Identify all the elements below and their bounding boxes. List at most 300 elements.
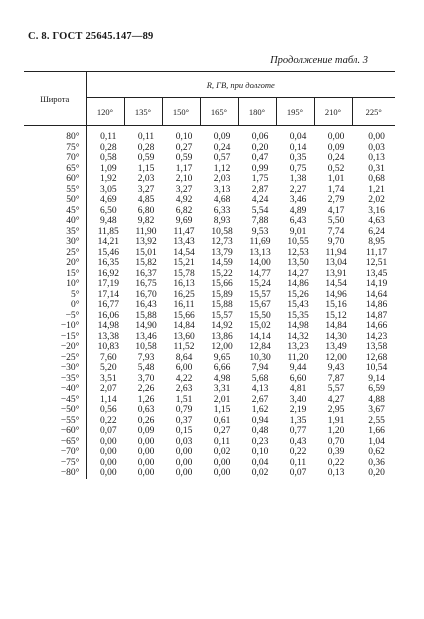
value-cell: 0,37 — [175, 415, 193, 426]
value-cell: 15,01 — [135, 247, 157, 258]
value-cell: 17,14 — [97, 289, 119, 300]
value-cell: 0,63 — [137, 405, 155, 415]
value-cell: 2,26 — [137, 384, 155, 394]
value-cell: 5,54 — [251, 205, 269, 216]
value-cell: 3,13 — [213, 184, 231, 195]
value-cell: 14,86 — [287, 279, 309, 289]
table-row — [24, 248, 395, 259]
value-cell: 3,67 — [368, 405, 385, 415]
value-cell: 7,60 — [99, 352, 117, 363]
value-cell: 10,54 — [365, 363, 388, 373]
value-cell: 1,01 — [327, 174, 345, 184]
table-row — [24, 164, 395, 175]
longitude-header: 210° — [314, 98, 352, 126]
value-cell: 14,77 — [249, 268, 271, 279]
table-row — [24, 216, 395, 227]
latitude-cell: −80° — [24, 468, 86, 479]
value-cell: 0,00 — [99, 468, 117, 478]
value-cell: 9,48 — [99, 216, 117, 226]
latitude-cell: −10° — [24, 321, 86, 332]
value-cell: 13,91 — [325, 268, 347, 279]
value-cell: 15,46 — [97, 247, 119, 258]
value-cell: 0,09 — [327, 142, 345, 153]
value-cell: 0,04 — [251, 457, 269, 468]
value-cell: 0,70 — [327, 436, 345, 447]
latitude-cell: −60° — [24, 426, 86, 437]
latitude-cell: 70° — [24, 153, 86, 164]
table-row — [24, 279, 395, 290]
table-row — [24, 437, 395, 448]
value-cell: 15,50 — [249, 310, 271, 321]
latitude-cell: 80° — [24, 126, 86, 143]
value-cell: 14,54 — [325, 279, 347, 289]
value-cell: 0,22 — [327, 457, 345, 468]
value-cell: 0,31 — [368, 163, 385, 174]
value-cell: 0,00 — [327, 132, 345, 142]
value-cell: 12,84 — [249, 342, 271, 352]
longitude-header: 180° — [238, 98, 276, 126]
value-cell: 0,23 — [251, 436, 269, 447]
value-cell: 16,11 — [173, 300, 195, 310]
value-cell: 0,39 — [327, 447, 345, 457]
value-cell: 0,00 — [368, 132, 385, 142]
value-cell: 0,59 — [137, 153, 155, 163]
table-row — [24, 468, 395, 479]
value-cell: 2,19 — [289, 405, 307, 415]
value-cell: 1,62 — [251, 405, 269, 415]
table-row — [24, 153, 395, 164]
value-cell: 0,20 — [251, 142, 269, 153]
value-cell: 14,59 — [211, 258, 233, 268]
longitude-header: 120° — [86, 98, 124, 126]
value-cell: 0,77 — [289, 426, 307, 436]
latitude-cell: 15° — [24, 269, 86, 280]
value-cell: 0,94 — [251, 415, 269, 426]
value-cell: 0,22 — [289, 447, 307, 457]
value-cell: 0,00 — [99, 447, 117, 457]
data-table — [24, 71, 395, 479]
value-cell: 14,30 — [325, 331, 347, 342]
value-cell: 0,00 — [175, 447, 193, 457]
value-cell: 2,87 — [251, 184, 269, 195]
value-cell: 13,43 — [173, 237, 195, 247]
value-cell: 10,55 — [287, 237, 309, 247]
value-cell: 7,93 — [137, 352, 155, 363]
value-cell: 0,52 — [327, 163, 345, 174]
value-cell: 13,49 — [325, 342, 347, 352]
value-cell: 14,84 — [173, 321, 195, 331]
table-row — [24, 174, 395, 185]
value-cell: 14,86 — [365, 300, 388, 310]
table-row — [24, 447, 395, 458]
value-cell: 10,30 — [249, 352, 271, 363]
latitude-cell: 55° — [24, 185, 86, 196]
value-cell: 15,21 — [173, 258, 195, 268]
table-body — [24, 126, 395, 479]
value-cell: 4,92 — [175, 195, 193, 205]
value-cell: 9,44 — [289, 363, 307, 373]
value-cell: 9,53 — [251, 226, 269, 237]
value-cell: 2,95 — [327, 405, 345, 415]
value-cell: 11,47 — [173, 226, 195, 237]
value-cell: 1,17 — [175, 163, 193, 174]
value-cell: 3,70 — [137, 373, 155, 384]
latitude-cell: 50° — [24, 195, 86, 206]
value-cell: 16,37 — [135, 268, 157, 279]
value-cell: 13,45 — [365, 268, 388, 279]
value-cell: 13,92 — [135, 237, 157, 247]
value-cell: 6,50 — [99, 205, 117, 216]
value-cell: 15,24 — [249, 279, 271, 289]
value-cell: 6,59 — [368, 384, 385, 394]
table-row — [24, 458, 395, 469]
value-cell: 1,75 — [251, 174, 269, 184]
value-cell: 11,17 — [365, 247, 388, 258]
value-cell: 3,05 — [99, 184, 117, 195]
value-cell: 17,19 — [97, 279, 119, 289]
table-row — [24, 363, 395, 374]
value-cell: 0,00 — [175, 457, 193, 468]
value-cell: 0,00 — [137, 436, 155, 447]
table-row — [24, 426, 395, 437]
value-cell: 0,11 — [289, 457, 307, 468]
table-row — [24, 185, 395, 196]
value-cell: 9,82 — [137, 216, 155, 226]
value-cell: 12,68 — [365, 352, 388, 363]
value-cell: 2,07 — [99, 384, 117, 394]
value-cell: 9,43 — [327, 363, 345, 373]
value-cell: 1,91 — [327, 415, 345, 426]
value-cell: 16,35 — [97, 258, 119, 268]
latitude-cell: −45° — [24, 395, 86, 406]
value-cell: 13,60 — [173, 331, 195, 342]
value-cell: 14,87 — [365, 310, 388, 321]
rigidity-group-header: R, ГВ, при долготе — [86, 72, 395, 98]
table-row — [24, 195, 395, 206]
table-row — [24, 206, 395, 217]
value-cell: 0,26 — [137, 415, 155, 426]
value-cell: 7,94 — [251, 363, 269, 373]
table-row — [24, 269, 395, 280]
value-cell: 14,54 — [173, 247, 195, 258]
latitude-header: Широта — [24, 72, 86, 126]
table-continuation-label: Продолжение табл. 3 — [270, 55, 368, 66]
value-cell: 0,43 — [289, 436, 307, 447]
value-cell: 0,58 — [99, 153, 117, 163]
value-cell: 2,67 — [251, 394, 269, 405]
value-cell: 8,95 — [368, 237, 385, 247]
value-cell: 3,51 — [99, 373, 117, 384]
table-row — [24, 353, 395, 364]
value-cell: 16,75 — [135, 279, 157, 289]
value-cell: 13,13 — [249, 247, 271, 258]
value-cell: 14,32 — [287, 331, 309, 342]
value-cell: 4,27 — [327, 394, 345, 405]
value-cell: 15,57 — [211, 310, 233, 321]
value-cell: 15,02 — [249, 321, 271, 331]
value-cell: 8,64 — [175, 352, 193, 363]
value-cell: 16,77 — [97, 300, 119, 310]
value-cell: 0,36 — [368, 457, 385, 468]
value-cell: 0,68 — [368, 174, 385, 184]
value-cell: 6,00 — [175, 363, 193, 373]
value-cell: 14,64 — [365, 289, 388, 300]
value-cell: 13,46 — [135, 331, 157, 342]
latitude-cell: 60° — [24, 174, 86, 185]
value-cell: 0,24 — [213, 142, 231, 153]
latitude-cell: −65° — [24, 437, 86, 448]
value-cell: 13,79 — [211, 247, 233, 258]
value-cell: 0,35 — [289, 153, 307, 163]
value-cell: 0,11 — [100, 132, 117, 142]
value-cell: 0,00 — [137, 457, 155, 468]
value-cell: 0,09 — [213, 132, 231, 142]
latitude-cell: −35° — [24, 374, 86, 385]
value-cell: 15,67 — [249, 300, 271, 310]
value-cell: 9,70 — [327, 237, 345, 247]
value-cell: 0,13 — [368, 153, 385, 163]
value-cell: 0,28 — [99, 142, 117, 153]
table-row — [24, 258, 395, 269]
value-cell: 2,03 — [137, 174, 155, 184]
value-cell: 4,68 — [213, 195, 231, 205]
latitude-cell: 10° — [24, 279, 86, 290]
value-cell: 0,27 — [213, 426, 231, 436]
value-cell: 11,94 — [325, 247, 347, 258]
value-cell: 15,43 — [287, 300, 309, 310]
value-cell: 0,59 — [175, 153, 193, 163]
value-cell: 0,11 — [137, 132, 155, 142]
table-row — [24, 227, 395, 238]
value-cell: 0,27 — [175, 142, 193, 153]
value-cell: 14,90 — [135, 321, 157, 331]
value-cell: 0,56 — [99, 405, 117, 415]
value-cell: 0,13 — [327, 468, 345, 478]
latitude-cell: 35° — [24, 227, 86, 238]
value-cell: 16,25 — [173, 289, 195, 300]
value-cell: 0,00 — [99, 457, 117, 468]
latitude-cell: 75° — [24, 143, 86, 154]
value-cell: 13,04 — [325, 258, 347, 268]
value-cell: 0,14 — [289, 142, 307, 153]
latitude-cell: −20° — [24, 342, 86, 353]
page-reference: С. 8. ГОСТ 25645.147—89 — [28, 31, 154, 42]
value-cell: 0,00 — [137, 468, 155, 478]
value-cell: 4,13 — [251, 384, 269, 394]
value-cell: 0,15 — [175, 426, 193, 436]
value-cell: 1,74 — [327, 184, 345, 195]
value-cell: 11,90 — [135, 226, 157, 237]
value-cell: 6,33 — [213, 205, 231, 216]
value-cell: 7,88 — [251, 216, 269, 226]
value-cell: 15,57 — [249, 289, 271, 300]
value-cell: 4,89 — [289, 205, 307, 216]
value-cell: 1,04 — [368, 436, 385, 447]
table-row — [24, 311, 395, 322]
value-cell: 2,01 — [213, 394, 231, 405]
latitude-cell: 30° — [24, 237, 86, 248]
latitude-cell: 25° — [24, 248, 86, 259]
latitude-cell: −25° — [24, 353, 86, 364]
value-cell: 6,24 — [368, 226, 385, 237]
latitude-cell: −55° — [24, 416, 86, 427]
value-cell: 9,65 — [213, 352, 231, 363]
value-cell: 9,14 — [368, 373, 385, 384]
value-cell: 16,06 — [97, 310, 119, 321]
value-cell: 15,66 — [211, 279, 233, 289]
value-cell: 11,52 — [173, 342, 195, 352]
value-cell: 14,00 — [249, 258, 271, 268]
value-cell: 0,00 — [213, 468, 231, 478]
latitude-cell: −75° — [24, 458, 86, 469]
value-cell: 7,87 — [327, 373, 345, 384]
value-cell: 0,10 — [251, 447, 269, 457]
value-cell: 11,20 — [287, 352, 309, 363]
value-cell: 0,99 — [251, 163, 269, 174]
value-cell: 0,28 — [137, 142, 155, 153]
value-cell: 1,35 — [289, 415, 307, 426]
value-cell: 0,75 — [289, 163, 307, 174]
value-cell: 15,26 — [287, 289, 309, 300]
table-row — [24, 321, 395, 332]
longitude-header: 150° — [162, 98, 200, 126]
value-cell: 15,78 — [173, 268, 195, 279]
value-cell: 6,60 — [289, 373, 307, 384]
value-cell: 0,07 — [289, 468, 307, 478]
value-cell: 16,13 — [173, 279, 195, 289]
value-cell: 13,23 — [287, 342, 309, 352]
longitude-header: 135° — [124, 98, 162, 126]
value-cell: 12,00 — [325, 352, 347, 363]
table-row — [24, 126, 395, 143]
latitude-cell: 20° — [24, 258, 86, 269]
value-cell: 2,27 — [289, 184, 307, 195]
latitude-cell: 45° — [24, 206, 86, 217]
value-cell: 12,73 — [211, 237, 233, 247]
latitude-cell: −40° — [24, 384, 86, 395]
value-cell: 14,19 — [365, 279, 388, 289]
value-cell: 12,00 — [211, 342, 233, 352]
value-cell: 4,81 — [289, 384, 307, 394]
value-cell: 10,58 — [135, 342, 157, 352]
value-cell: 8,93 — [213, 216, 231, 226]
value-cell: 0,00 — [137, 447, 155, 457]
table-row — [24, 143, 395, 154]
value-cell: 0,03 — [368, 142, 385, 153]
table-row — [24, 332, 395, 343]
table-row — [24, 300, 395, 311]
value-cell: 2,55 — [368, 415, 385, 426]
value-cell: 0,57 — [213, 153, 231, 163]
value-cell: 4,69 — [99, 195, 117, 205]
value-cell: 13,38 — [97, 331, 119, 342]
value-cell: 0,48 — [251, 426, 269, 436]
value-cell: 0,09 — [137, 426, 155, 436]
value-cell: 14,23 — [365, 331, 388, 342]
value-cell: 13,58 — [365, 342, 388, 352]
value-cell: 13,86 — [211, 331, 233, 342]
value-cell: 14,21 — [97, 237, 119, 247]
value-cell: 15,82 — [135, 258, 157, 268]
table-row — [24, 374, 395, 385]
latitude-cell: 0° — [24, 300, 86, 311]
value-cell: 14,98 — [287, 321, 309, 331]
latitude-cell: 65° — [24, 164, 86, 175]
value-cell: 4,24 — [251, 195, 269, 205]
value-cell: 0,24 — [327, 153, 345, 163]
longitude-header: 225° — [352, 98, 395, 126]
latitude-cell: 40° — [24, 216, 86, 227]
value-cell: 14,14 — [249, 331, 271, 342]
value-cell: 15,22 — [211, 268, 233, 279]
value-cell: 4,98 — [213, 373, 231, 384]
latitude-cell: −70° — [24, 447, 86, 458]
value-cell: 15,12 — [325, 310, 347, 321]
value-cell: 5,50 — [327, 216, 345, 226]
value-cell: 14,98 — [97, 321, 119, 331]
value-cell: 2,63 — [175, 384, 193, 394]
value-cell: 1,12 — [213, 163, 231, 174]
latitude-cell: −15° — [24, 332, 86, 343]
value-cell: 13,50 — [287, 258, 309, 268]
value-cell: 6,80 — [137, 205, 155, 216]
value-cell: 6,66 — [213, 363, 231, 373]
value-cell: 5,20 — [99, 363, 117, 373]
value-cell: 9,69 — [175, 216, 193, 226]
table-row — [24, 290, 395, 301]
value-cell: 3,40 — [289, 394, 307, 405]
value-cell: 10,83 — [97, 342, 119, 352]
value-cell: 4,17 — [327, 205, 345, 216]
value-cell: 0,00 — [175, 468, 193, 478]
value-cell: 16,43 — [135, 300, 157, 310]
value-cell: 1,66 — [368, 426, 385, 436]
value-cell: 1,21 — [368, 184, 385, 195]
value-cell: 12,51 — [365, 258, 388, 268]
value-cell: 3,16 — [368, 205, 385, 216]
value-cell: 3,46 — [289, 195, 307, 205]
latitude-cell: −5° — [24, 311, 86, 322]
value-cell: 1,38 — [289, 174, 307, 184]
value-cell: 1,20 — [327, 426, 345, 436]
value-cell: 1,14 — [99, 394, 117, 405]
value-cell: 5,68 — [251, 373, 269, 384]
value-cell: 2,02 — [368, 195, 385, 205]
value-cell: 10,58 — [211, 226, 233, 237]
value-cell: 2,10 — [175, 174, 193, 184]
value-cell: 0,03 — [175, 436, 193, 447]
value-cell: 15,16 — [325, 300, 347, 310]
value-cell: 1,26 — [137, 394, 155, 405]
table-row — [24, 384, 395, 395]
value-cell: 0,20 — [368, 468, 385, 478]
value-cell: 15,88 — [211, 300, 233, 310]
value-cell: 3,31 — [213, 384, 231, 394]
value-cell: 1,15 — [137, 163, 155, 174]
value-cell: 7,74 — [327, 226, 345, 237]
value-cell: 14,96 — [325, 289, 347, 300]
value-cell: 15,89 — [211, 289, 233, 300]
latitude-cell: −50° — [24, 405, 86, 416]
value-cell: 16,92 — [97, 268, 119, 279]
value-cell: 14,66 — [365, 321, 388, 331]
value-cell: 15,66 — [173, 310, 195, 321]
value-cell: 1,92 — [99, 174, 117, 184]
value-cell: 4,88 — [368, 394, 385, 405]
value-cell: 0,47 — [251, 153, 269, 163]
latitude-cell: 5° — [24, 290, 86, 301]
value-cell: 6,82 — [175, 205, 193, 216]
